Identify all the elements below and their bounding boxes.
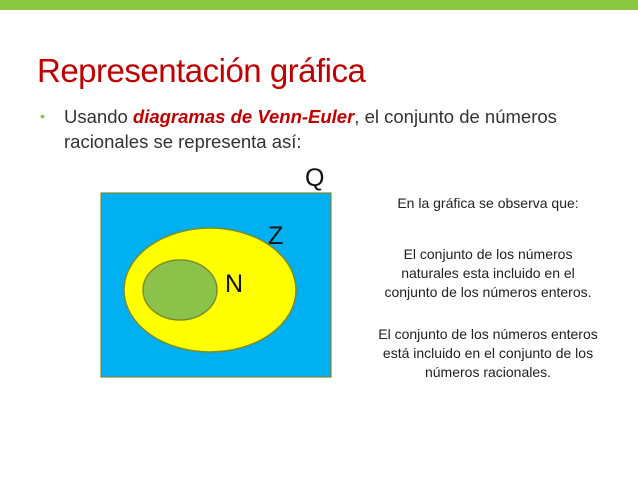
set-n-label: N — [225, 270, 244, 298]
slide-title: Representación gráfica — [37, 52, 366, 89]
venn-diagram — [100, 192, 332, 378]
note-naturals: El conjunto de los números naturales esta incluido en el conjunto de los números enteros. — [384, 246, 592, 300]
note-intro: En la gráfica se observa que: — [397, 195, 579, 211]
top-accent-bar — [0, 0, 638, 10]
bullet-text — [64, 104, 584, 154]
bullet-suffix: , el conjunto de números racionales se representa así: — [64, 106, 557, 152]
note-integers: El conjunto de los números enteros está incluido en el conjunto de los números racionales. — [378, 326, 598, 380]
set-q-label: Q — [305, 164, 325, 192]
bullet-emphasis: diagramas de Venn-Euler — [132, 106, 355, 127]
set-z-label: Z — [268, 222, 284, 250]
bullet-marker: • — [40, 108, 45, 124]
set-n-ellipse — [143, 260, 217, 320]
bullet-prefix: Usando — [64, 106, 133, 127]
